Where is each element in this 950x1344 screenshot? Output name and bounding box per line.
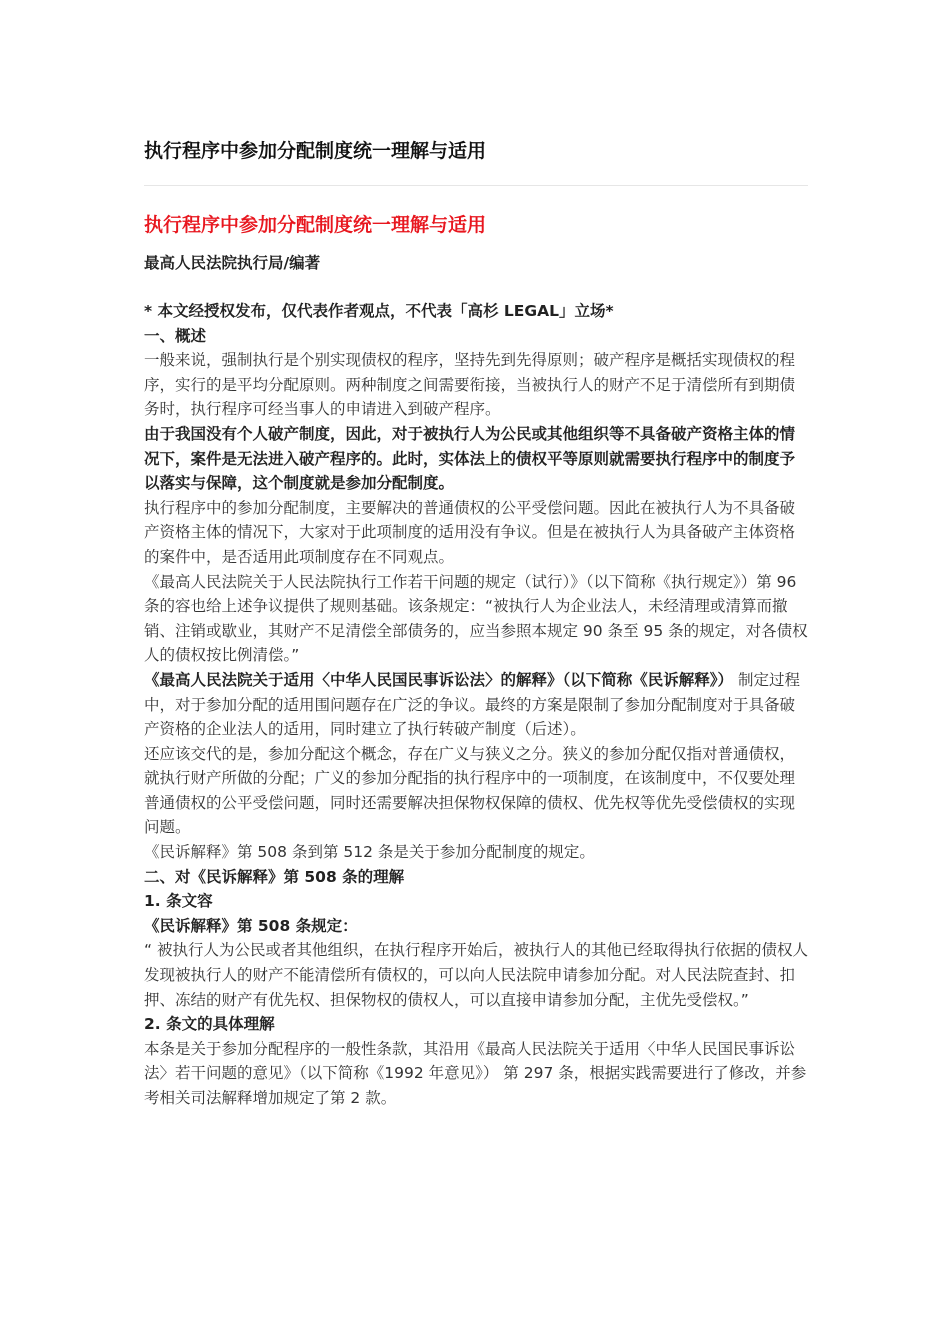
paragraph-bold-lead: 《最高人民法院关于适用〈中华人民国民事诉讼法〉的解释》（以下简称《民诉解释》） <box>144 670 734 689</box>
section-heading-article-508: 二、对《民诉解释》第 508 条的理解 <box>144 867 405 886</box>
paragraph <box>144 668 808 742</box>
paragraph-text: 制定过程中，对于参加分配的适用围问题存在广泛的争议。最终的方案是限制了参加分配制度对于具备破产资格的企业法人的适用，同时建立了执行转破产制度（后述）。 <box>144 670 800 739</box>
paragraph: 还应该交代的是，参加分配这个概念，存在广义与狭义之分。狭义的参加分配仅指对普通债权，就执行财产所做的分配；广义的参加分配指的执行程序中的一项制度，在该制度中，不仅要处理普通债权的公平受偿问题，同时还需要解决担保物权保障的债权、优先权等优先受偿债权的实现问题。 <box>144 744 796 837</box>
paragraph: 本条是关于参加分配程序的一般性条款，其沿用《最高人民法院关于适用〈中华人民国民事诉讼法〉若干问题的意见》（以下简称《1992 年意见》） 第 297 条，根据实践需要进行了修改，并参考相关司法解释增加规定了第 2 款。 <box>144 1039 807 1107</box>
disclaimer: * 本文经授权发布，仅代表作者观点，不代表「高杉 LEGAL」立场* <box>144 302 614 320</box>
paragraph: 一般来说，强制执行是个别实现债权的程序，坚持先到先得原则；破产程序是概括实现债权的程序，实行的是平均分配原则。两种制度之间需要衔接，当被执行人的财产不足于清偿所有到期债务时，执行程序可经当事人的申请进入到破产程序。 <box>144 351 796 419</box>
title-divider <box>144 185 808 186</box>
page-title: 执行程序中参加分配制度统一理解与适用 <box>144 140 487 162</box>
paragraph-emphasis: 由于我国没有个人破产制度，因此，对于被执行人为公民或其他组织等不具备破产资格主体的情况下，案件是无法进入破产程序的。此时，实体法上的债权平等原则就需要执行程序中的制度予以落实与保障，这个制度就是参加分配制度。 <box>144 424 796 493</box>
subheading-article-provision: 《民诉解释》第 508 条规定： <box>144 916 358 935</box>
article-author: 最高人民法院执行局/编著 <box>144 254 321 272</box>
paragraph: 《最高人民法院关于人民法院执行工作若干问题的规定（试行）》（以下简称《执行规定》）第 96 条的容也给上述争议提供了规则基础。该条规定：“被执行人为企业法人，未经清理或清算而撤销、注销或歇业，其财产不足清偿全部债务的，应当参照本规定 90 条至 95 条的规定，对各债权人的债权按比例清偿。” <box>144 572 808 665</box>
subheading-interpretation: 2. 条文的具体理解 <box>144 1015 275 1034</box>
article-title: 执行程序中参加分配制度统一理解与适用 <box>144 214 487 236</box>
paragraph: 《民诉解释》第 508 条到第 512 条是关于参加分配制度的规定。 <box>144 843 595 862</box>
article-quote: “ 被执行人为公民或者其他组织，在执行程序开始后，被执行人的其他已经取得执行依据的债权人发现被执行人的财产不能清偿所有债权的，可以向人民法院申请参加分配。对人民法院查封、扣押、冻结的财产有优先权、担保物权的债权人，可以直接申请参加分配，主优先受偿权。” <box>144 941 808 1009</box>
paragraph: 执行程序中的参加分配制度，主要解决的普通债权的公平受偿问题。因此在被执行人为不具备破产资格主体的情况下，大家对于此项制度的适用没有争议。但是在被执行人为具备破产主体资格的案件中，是否适用此项制度存在不同观点。 <box>144 498 796 566</box>
article-body <box>144 299 808 1111</box>
section-heading-overview: 一、概述 <box>144 326 207 345</box>
subheading-article-text: 1. 条文容 <box>144 892 213 911</box>
